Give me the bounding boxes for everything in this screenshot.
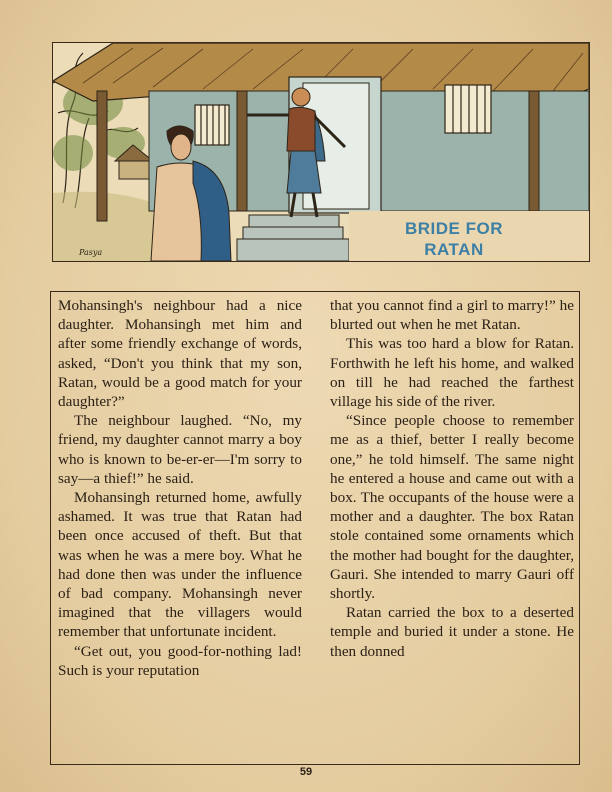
right-window	[445, 85, 491, 133]
paragraph: Ratan carried the box to a deserted temple and buried it under a stone. He then donned	[330, 604, 574, 660]
paragraph: “Get out, you good-for-nothing lad! Such is your reputation	[58, 642, 302, 679]
left-window	[195, 105, 229, 145]
steps	[237, 215, 349, 261]
paragraph: The neighbour laughed. “No, my friend, my daughter cannot marry a boy who is known to be-er-er—I'm sorry to say—a thief!” he said.	[58, 412, 302, 487]
page-number: 59	[299, 766, 313, 778]
story-title-line-1: BRIDE FOR	[405, 219, 503, 238]
svg-text:Pasya: Pasya	[79, 248, 103, 257]
story-title-line-2: RATAN	[424, 240, 484, 259]
paragraph: Mohansingh returned home, awfully ashamed. It was true that Ratan had been once accused of theft. But that was when he was a mere boy. What he had done then was under the influence of bad company. Mohansingh never imagined that the villagers would remember that unfortunate incident.	[58, 489, 302, 641]
left-text-column	[58, 296, 302, 680]
paragraph: “Since people choose to remember me as a thief, better I really become one,” he told himself. The same night he entered a house and came out with a box. The occupants of the house were a mother and a daughter. The box Ratan stole contained some ornaments which the mother had bought for the daughter, Gauri. She intended to marry Gauri off shortly.	[330, 412, 574, 603]
paragraph: that you cannot find a girl to marry!” he blurted out when he met Ratan.	[330, 297, 574, 334]
right-text-column	[330, 296, 574, 661]
paragraph: Mohansingh's neighbour had a nice daughter. Mohansingh met him and after some friendly exchange of words, asked, “Don't you think that my son, Ratan, would be a good match for your daughter?”	[58, 297, 302, 411]
story-title	[376, 218, 532, 260]
paragraph: This was too hard a blow for Ratan. Forthwith he left his home, and walked on till he had reached the farthest village his side of the river.	[330, 335, 574, 411]
